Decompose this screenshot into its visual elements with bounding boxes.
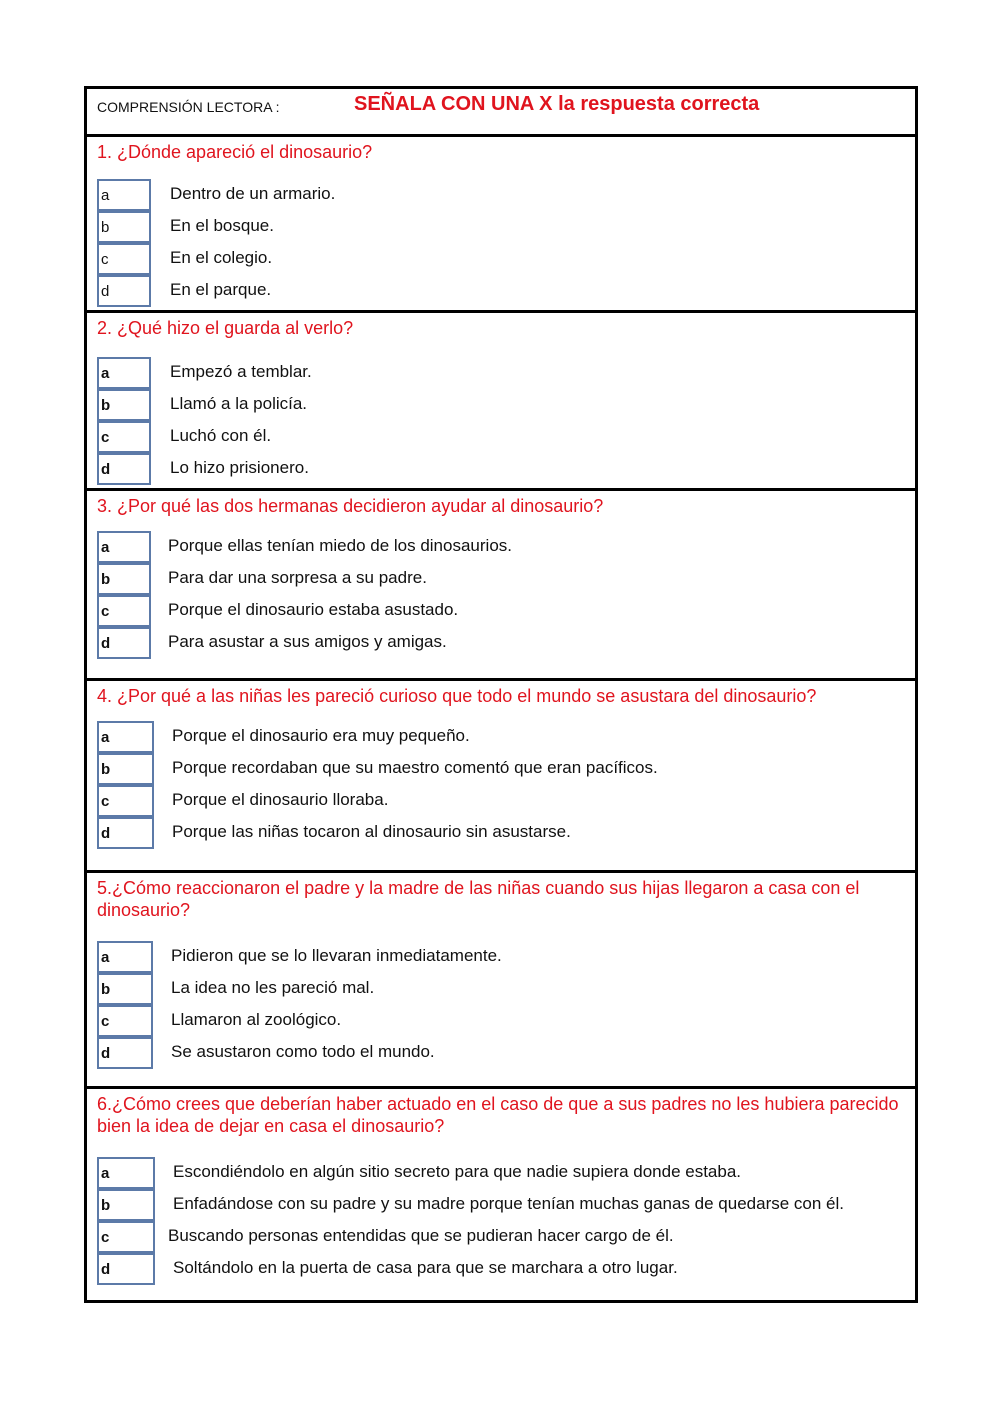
option-row [97, 453, 907, 485]
answer-checkbox[interactable] [97, 973, 153, 1005]
option-letter: a [101, 729, 110, 746]
option-text: Enfadándose con su padre y su madre porque tenían muchas ganas de quedarse con él. [173, 1194, 845, 1213]
option-row [97, 785, 907, 817]
option-letter: b [101, 219, 110, 236]
option-row [97, 1253, 907, 1285]
option-letter: b [101, 1197, 111, 1214]
option-row [97, 753, 907, 785]
question-title: 1. ¿Dónde apareció el dinosaurio? [97, 142, 373, 162]
answer-checkbox[interactable] [97, 941, 153, 973]
option-row [97, 357, 907, 389]
worksheet-header [87, 89, 915, 137]
question-title: 3. ¿Por qué las dos hermanas decidieron ayudar al dinosaurio? [97, 496, 604, 516]
option-row [97, 211, 907, 243]
option-letter: d [101, 461, 111, 478]
answer-checkbox[interactable] [97, 595, 151, 627]
option-text: Llamó a la policía. [170, 394, 308, 413]
answer-checkbox[interactable] [97, 1253, 155, 1285]
option-text: Porque recordaban que su maestro comentó que eran pacíficos. [172, 758, 658, 777]
answer-checkbox[interactable] [97, 211, 151, 243]
option-row [97, 1005, 907, 1037]
option-text: Escondiéndolo en algún sitio secreto para que nadie supiera donde estaba. [173, 1162, 742, 1181]
option-row [97, 941, 907, 973]
option-letter: d [101, 635, 111, 652]
option-row [97, 1189, 907, 1221]
option-letter: a [101, 949, 110, 966]
option-letter: b [101, 981, 111, 998]
option-text: Soltándolo en la puerta de casa para que se marchara a otro lugar. [173, 1258, 678, 1277]
answer-checkbox[interactable] [97, 1037, 153, 1069]
option-text: Luchó con él. [170, 426, 272, 445]
option-text: En el parque. [170, 280, 272, 299]
option-text: Porque el dinosaurio lloraba. [172, 790, 389, 809]
question-title: 5.¿Cómo reaccionaron el padre y la madre de las niñas cuando sus hijas llegaron a casa con el dinosaurio? [97, 878, 860, 920]
question-title: 2. ¿Qué hizo el guarda al verlo? [97, 318, 354, 338]
question-3 [87, 491, 915, 681]
option-text: Porque ellas tenían miedo de los dinosaurios. [168, 536, 512, 555]
answer-checkbox[interactable] [97, 1221, 155, 1253]
worksheet [84, 86, 918, 1303]
option-row [97, 179, 907, 211]
header-title: SEÑALA CON UNA X la respuesta correcta [354, 93, 760, 115]
question-title: 6.¿Cómo crees que deberían haber actuado en el caso de que a sus padres no les hubiera parecido bien la idea de dejar en casa el dinosaurio? [97, 1094, 899, 1136]
answer-checkbox[interactable] [97, 243, 151, 275]
question-2 [87, 313, 915, 491]
option-letter: c [101, 1013, 110, 1030]
question-4 [87, 681, 915, 873]
option-letter: c [101, 603, 110, 620]
answer-checkbox[interactable] [97, 389, 151, 421]
answer-checkbox[interactable] [97, 275, 151, 307]
answer-checkbox[interactable] [97, 421, 151, 453]
option-text: Para dar una sorpresa a su padre. [168, 568, 427, 587]
option-text: La idea no les pareció mal. [171, 978, 375, 997]
question-6 [87, 1089, 915, 1300]
option-letter: d [101, 283, 110, 300]
answer-checkbox[interactable] [97, 357, 151, 389]
option-row [97, 243, 907, 275]
option-row [97, 627, 907, 659]
option-letter: a [101, 187, 110, 204]
header-label: COMPRENSIÓN LECTORA : [97, 99, 280, 115]
answer-checkbox[interactable] [97, 817, 154, 849]
question-title: 4. ¿Por qué a las niñas les pareció curioso que todo el mundo se asustara del dinosaurio? [97, 686, 817, 706]
option-letter: a [101, 365, 110, 382]
option-letter: c [101, 429, 110, 446]
option-letter: d [101, 825, 111, 842]
option-letter: c [101, 251, 109, 268]
option-row [97, 531, 907, 563]
answer-checkbox[interactable] [97, 1005, 153, 1037]
option-letter: b [101, 761, 111, 778]
option-row [97, 563, 907, 595]
option-letter: a [101, 1165, 110, 1182]
option-text: Para asustar a sus amigos y amigas. [168, 632, 447, 651]
option-letter: d [101, 1045, 111, 1062]
option-letter: d [101, 1261, 111, 1278]
option-text: Porque el dinosaurio era muy pequeño. [172, 726, 470, 745]
option-letter: b [101, 397, 111, 414]
answer-checkbox[interactable] [97, 627, 151, 659]
option-row [97, 721, 907, 753]
question-1 [87, 137, 915, 313]
option-letter: a [101, 539, 110, 556]
option-row [97, 817, 907, 849]
option-text: Dentro de un armario. [170, 184, 336, 203]
option-text: En el colegio. [170, 248, 273, 267]
answer-checkbox[interactable] [97, 179, 151, 211]
option-text: Porque las niñas tocaron al dinosaurio sin asustarse. [172, 822, 571, 841]
option-row [97, 595, 907, 627]
option-row [97, 389, 907, 421]
option-row [97, 1221, 907, 1253]
answer-checkbox[interactable] [97, 1189, 155, 1221]
option-letter: c [101, 793, 110, 810]
option-row [97, 275, 907, 307]
option-row [97, 421, 907, 453]
option-letter: c [101, 1229, 110, 1246]
option-text: Empezó a temblar. [170, 362, 312, 381]
option-text: En el bosque. [170, 216, 274, 235]
option-text: Llamaron al zoológico. [171, 1010, 342, 1029]
answer-checkbox[interactable] [97, 721, 154, 753]
option-row [97, 1037, 907, 1069]
option-row [97, 973, 907, 1005]
option-row [97, 1157, 907, 1189]
option-text: Pidieron que se lo llevaran inmediatamente. [171, 946, 502, 965]
option-letter: b [101, 571, 111, 588]
answer-checkbox[interactable] [97, 753, 154, 785]
option-text: Porque el dinosaurio estaba asustado. [168, 600, 459, 619]
option-text: Se asustaron como todo el mundo. [171, 1042, 435, 1061]
question-5 [87, 873, 915, 1089]
answer-checkbox[interactable] [97, 563, 151, 595]
answer-checkbox[interactable] [97, 1157, 155, 1189]
answer-checkbox[interactable] [97, 453, 151, 485]
option-text: Buscando personas entendidas que se pudieran hacer cargo de él. [168, 1226, 674, 1245]
option-text: Lo hizo prisionero. [170, 458, 309, 477]
answer-checkbox[interactable] [97, 785, 154, 817]
answer-checkbox[interactable] [97, 531, 151, 563]
